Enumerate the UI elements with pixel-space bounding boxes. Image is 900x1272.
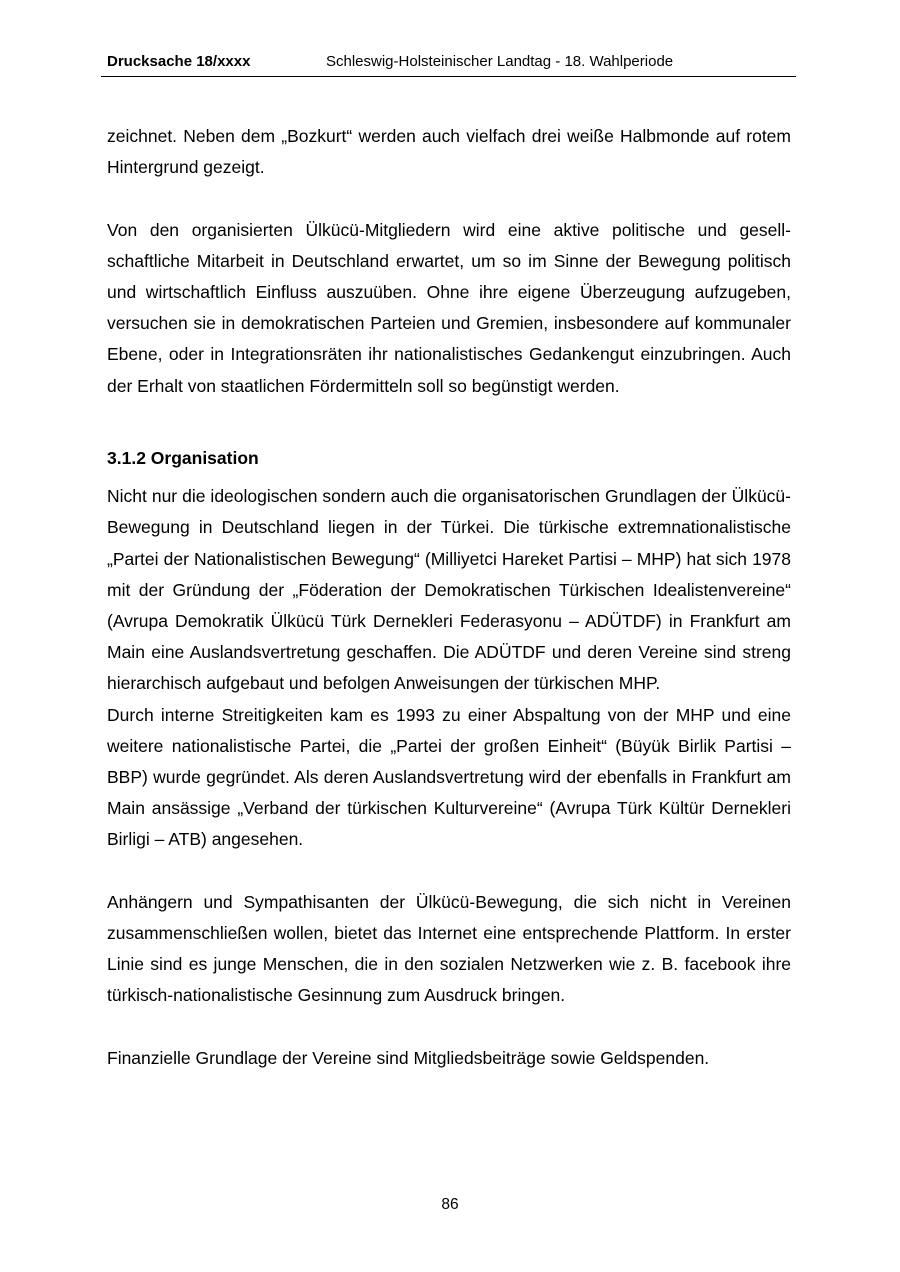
page-header [101,50,796,77]
paragraph-gap [107,402,791,433]
section-heading: 3.1.2 Organisation [107,448,259,468]
paragraph-gap [107,856,791,887]
paragraph-2: Von den organisierten Ülkücü-Mitgliedern wird eine aktive politische und gesellschaftliche Mitarbeit in Deutschland erwartet, um so im Sinne der Bewegung politisch und wirtschaftlich Einfluss auszuüben. Ohne ihre eigene Überzeugung aufzugeben, versuchen sie in demokratischen Parteien und Gremien, insbesondere auf kommunaler Ebene, oder in Integrationsräten ihr nationalistisches Gedankengut einzubringen. Auch der Erhalt von staatlichen Fördermitteln soll so begünstigt werden. [107,219,791,396]
document-body [107,121,791,1074]
paragraph-5: Anhängern und Sympathisanten der Ülkücü-Bewegung, die sich nicht in Vereinen zusammenschließen wollen, bietet das Internet eine entsprechende Plattform. In erster Linie sind es junge Menschen, die in den sozialen Netzwerken wie z. B. facebook ihre türkisch-nationalistische Gesinnung zum Ausdruck bringen. [107,891,791,1006]
paragraph-4: Durch interne Streitigkeiten kam es 1993 zu einer Abspaltung von der MHP und eine weitere nationalistische Partei, die „Partei der großen Einheit“ (Büyük Birlik Partisi – BBP) wurde gegründet. Als deren Auslandsvertretung wird der ebenfalls in Frankfurt am Main ansässige „Verband der türkischen Kulturvereine“ (Avrupa Türk Kültür Dernekleri Birligi – ATB) angesehen. [107,704,791,850]
section-gap [107,433,791,443]
paragraph-6: Finanzielle Grundlage der Vereine sind Mitgliedsbeiträge sowie Geldspenden. [107,1047,710,1068]
parliament-title: Schleswig-Holsteinischer Landtag - 18. Wahlperiode [326,53,674,70]
page-number: 86 [441,1196,459,1213]
paragraph-gap [107,183,791,214]
paragraph-3: Nicht nur die ideologischen sondern auch die organisatorischen Grundlagen der Ülkücü-Bewegung in Deutschland liegen in der Türkei. Die türkische extremnationalistische „Partei der Nationalistischen Bewegung“ (Milliyetci Hareket Partisi – MHP) hat sich 1978 mit der Gründung der „Föderation der Demokratischen Türkischen Idealistenvereine“ (Avrupa Demokratik Ülkücü Türk Dernekleri Federasyonu – ADÜTDF) in Frankfurt am Main eine Auslandsvertretung geschaffen. Die ADÜTDF und deren Vereine sind streng hierarchisch aufgebaut und befolgen Anweisungen der türkischen MHP. [107,486,791,694]
document-number: Drucksache 18/xxxx [107,53,251,70]
paragraph-gap [107,1012,791,1043]
paragraph-1: zeichnet. Neben dem „Bozkurt“ werden auch vielfach drei weiße Halbmonde auf rotem Hintergrund gezeigt. [107,126,791,178]
